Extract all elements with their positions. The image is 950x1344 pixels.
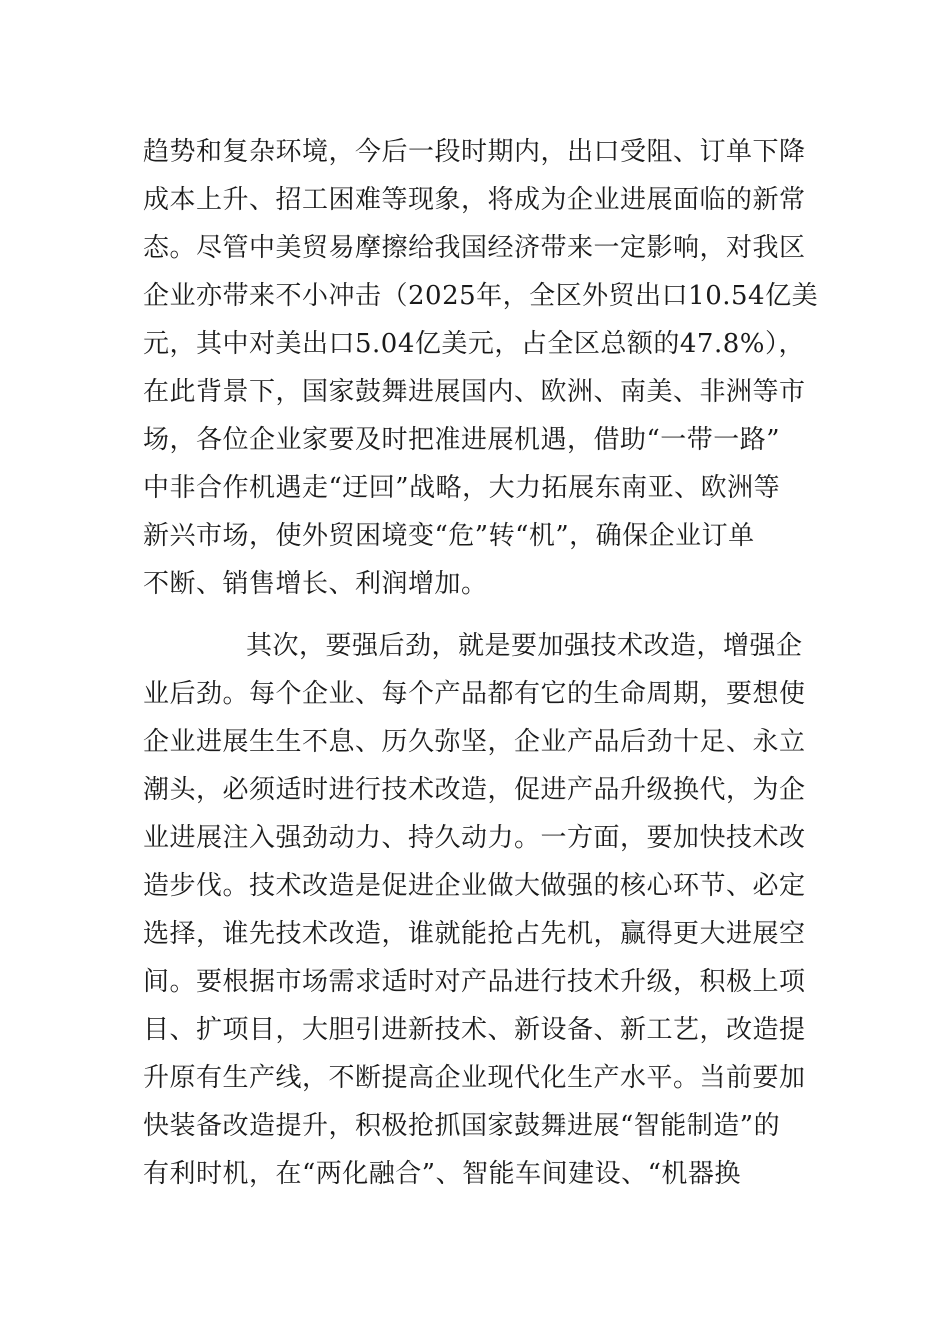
text-line: 中非合作机遇走“迂回”战略，大力拓展东南亚、欧洲等	[143, 473, 781, 503]
text-line: 场，各位企业家要及时把准进展机遇，借助“一带一路”	[143, 425, 781, 455]
text-line: 造步伐。技术改造是促进企业做大做强的核心环节、必定	[143, 871, 806, 901]
text-line: 趋势和复杂环境，今后一段时期内，出口受阻、订单下降	[143, 137, 806, 167]
text-line: 态。尽管中美贸易摩擦给我国经济带来一定影响，对我区	[143, 233, 806, 263]
text-line: 目、扩项目，大胆引进新技术、新设备、新工艺，改造提	[143, 1015, 806, 1045]
text-line: 成本上升、招工困难等现象，将成为企业进展面临的新常	[143, 185, 806, 215]
text-line: 不断、销售增长、利润增加。	[143, 569, 488, 599]
text-line: 潮头，必须适时进行技术改造，促进产品升级换代，为企	[143, 775, 806, 805]
text-line: 间。要根据市场需求适时对产品进行技术升级，积极上项	[143, 967, 806, 997]
text-line: 业后劲。每个企业、每个产品都有它的生命周期，要想使	[143, 679, 806, 709]
paragraph-first-line: 其次，要强后劲，就是要加强技术改造，增强企	[246, 631, 803, 661]
text-line: 企业进展生生不息、历久弥坚，企业产品后劲十足、永立	[143, 727, 806, 757]
text-line: 升原有生产线，不断提高企业现代化生产水平。当前要加	[143, 1063, 806, 1093]
text-line: 业进展注入强劲动力、持久动力。一方面，要加快技术改	[143, 823, 806, 853]
text-line: 选择，谁先技术改造，谁就能抢占先机，赢得更大进展空	[143, 919, 806, 949]
text-line: 在此背景下，国家鼓舞进展国内、欧洲、南美、非洲等市	[143, 377, 806, 407]
text-line: 新兴市场，使外贸困境变“危”转“机”，确保企业订单	[143, 521, 755, 551]
text-line: 有利时机，在“两化融合”、智能车间建设、“机器换	[143, 1159, 741, 1189]
text-line: 快装备改造提升，积极抢抓国家鼓舞进展“智能制造”的	[143, 1111, 781, 1141]
text-line: 企业亦带来不小冲击（2025年，全区外贸出口10.54亿美	[143, 281, 819, 311]
text-line: 元，其中对美出口5.04亿美元，占全区总额的47.8%），	[143, 329, 805, 359]
